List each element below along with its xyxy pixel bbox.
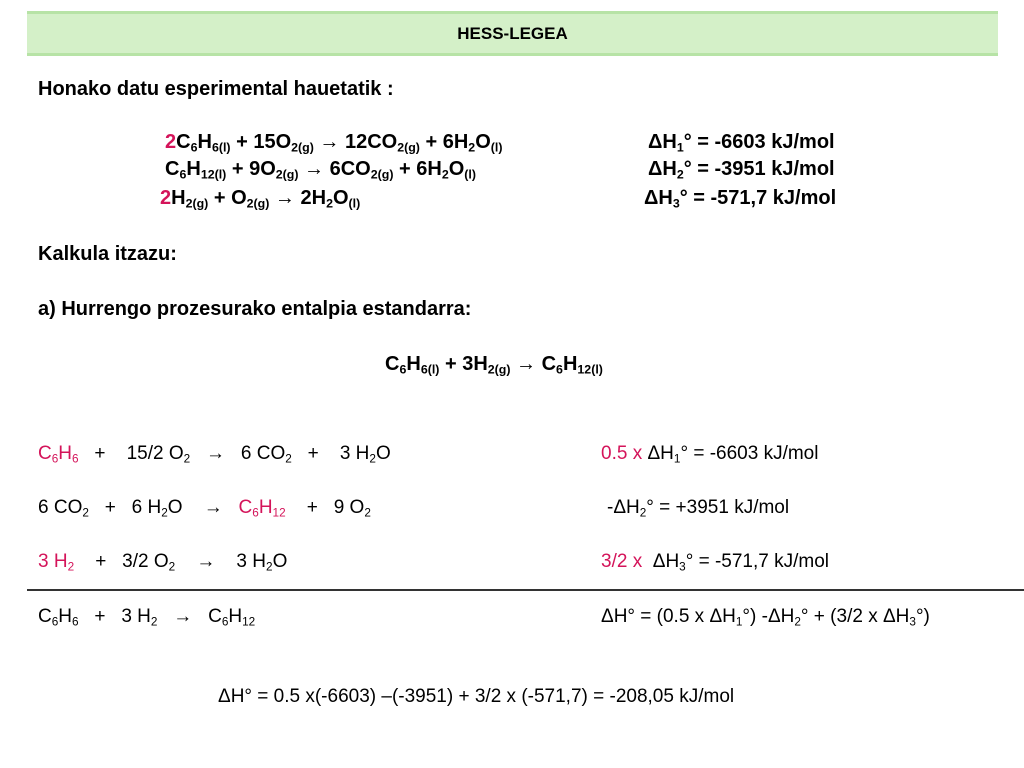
step-2-enthalpy: $-\Delta H_2^\circ = +3951$ kJ/mol: [607, 497, 790, 520]
equation-2-enthalpy: $\Delta H_2^\circ = -3951$ kJ/mol: [648, 158, 835, 182]
calculate-heading: Kalkula itzazu:: [38, 243, 177, 265]
overall-enthalpy-formula: ΔH° = (0.5 x $\Delta H_1^\circ$) $-\Delta H_2^\circ + (3/2$ x $\Delta H_3^\circ$): [601, 606, 930, 629]
equation-3-enthalpy: $\Delta H_3^\circ = -571,7$ kJ/mol: [644, 187, 837, 211]
step-3-reaction: 3 $H_2$ + 3/2 $O_2$ → 3 $H_2O$: [38, 551, 288, 574]
equation-2: $C_6H_{12(l)} + 9O_{2(g)} \to 6CO_{2(g)} + 6H_2O_{(l)}$: [165, 158, 476, 182]
step-3-enthalpy: 3/2 x $\Delta H_3^\circ = -571,7$ kJ/mol: [601, 551, 830, 574]
overall-reaction: $C_6H_6 + 3$ $H_2 \to C_6H_{12}$: [38, 606, 256, 629]
page-title: HESS-LEGEA: [457, 23, 568, 43]
question-a: a) Hurrengo prozesurako entalpia estandarra:: [38, 298, 472, 320]
equation-1: $2C_6H_{6(l)} + 15O_{2(g)} \to 12CO_{2(g)} + 6H_2O_{(l)}$: [165, 131, 503, 155]
title-banner: [27, 11, 998, 56]
step-2-reaction: 6 $CO_2 + 6$ $H_2O$ → $C_6H_{12}$ + 9 $O_2$: [38, 497, 371, 520]
intro-text: Honako datu esperimental hauetatik :: [38, 78, 394, 100]
final-result: ΔH° = 0.5 x(-6603) –(-3951) + 3/2 x (-571,7) = -208,05 kJ/mol: [218, 686, 735, 707]
equation-3: $2H_{2(g)} + O_{2(g)} \to 2H_2O_{(l)}$: [160, 187, 361, 211]
target-reaction: $C_6H_{6(l)} + 3H_{2(g)} \to C_6H_{12(l)}$: [385, 353, 603, 377]
sum-divider: [27, 589, 1024, 591]
step-1-reaction: $C_6H_6$ + 15/2 $O_2 \to 6$ $CO_2$ + 3 $H_2O$: [38, 443, 391, 466]
equation-1-enthalpy: $\Delta H_1^\circ = -6603$ kJ/mol: [648, 131, 835, 155]
step-1-enthalpy: 0.5 x $\Delta H_1^\circ = -6603$ kJ/mol: [601, 443, 819, 466]
